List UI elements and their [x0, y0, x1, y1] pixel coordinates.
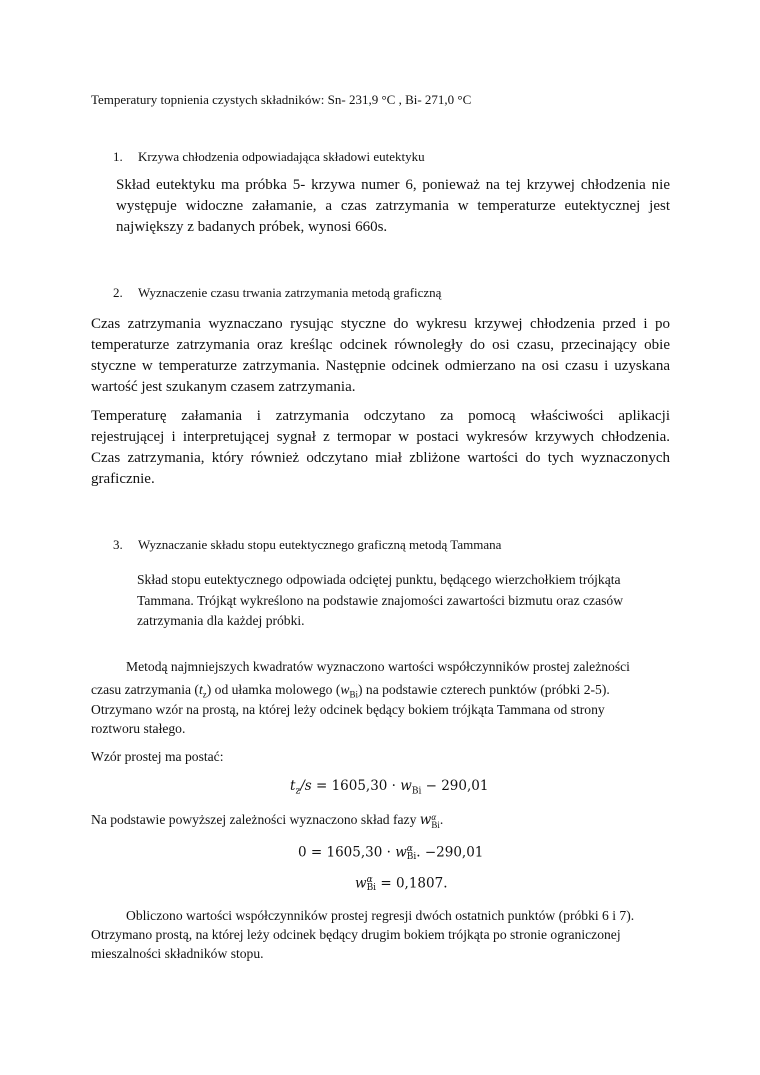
sup-sub [431, 813, 440, 829]
sup-sub [407, 845, 417, 861]
superscript: α [431, 812, 437, 822]
subscript: z [295, 786, 301, 797]
section-number: 2. [113, 285, 123, 300]
text-line: Skład stopu eutektycznego odpowiada odciętej punktu, będącego wierzchołkiem trójkąta [137, 572, 621, 587]
text-line: największy z badanych próbek, wynosi 660s. [116, 219, 388, 235]
subscript: Bi [406, 852, 417, 863]
text-line: Czas zatrzymania wyznaczano rysując styczne do wykresu krzywej chłodzenia przed i po [91, 316, 670, 332]
text-line: występuje widoczne załamanie, a czas zatrzymania w temperaturze eutektycznej jest [116, 198, 670, 214]
text-line: Czas zatrzymania, który również odczytano miał zbliżone wartości do tych wyznaczonych [91, 450, 670, 466]
text-line: temperaturze zatrzymania oraz kreśląc odcinek równoległy do osi czasu, przecinający obie [91, 337, 670, 353]
text: Na podstawie powyższej zależności wyznaczono skład fazy [91, 812, 420, 828]
text-line: mieszalności składników stopu. [91, 946, 264, 961]
text-line: Obliczono wartości współczynników prostej regresji dwóch ostatnich punktów (próbki 6 i 7). [126, 908, 635, 923]
sup-sub [367, 876, 377, 892]
text-line: Tammana. Trójkąt wykreślono na podstawie znajomości zawartości bizmutu oraz czasów [137, 593, 624, 608]
text-line: graficznie. [91, 471, 155, 487]
section-3-heading [113, 537, 502, 552]
melting-temperatures: Temperatury topnienia czystych składników: Sn- 231,9 °C , Bi- 271,0 °C [91, 92, 472, 107]
text-line: zatrzymania dla każdej próbki. [137, 613, 305, 628]
text-line: Temperaturę załamania i zatrzymania odczytano za pomocą właściwości aplikacji [91, 408, 670, 424]
subscript: Bi [366, 883, 377, 894]
symbol-w: w [340, 682, 350, 697]
text: . −290,01 [416, 844, 484, 861]
symbol: w [419, 812, 432, 829]
text: 0 = 1605,30 · [298, 844, 396, 861]
text-line: Skład eutektyku ma próbka 5- krzywa numer 6, ponieważ na tej krzywej chłodzenia nie [116, 177, 670, 193]
text-line: Otrzymano prostą, na której leży odcinek będący drugim bokiem trójkąta po stronie ograniczonej [91, 927, 621, 942]
text-line: Metodą najmniejszych kwadratów wyznaczono wartości współczynników prostej zależności [126, 659, 630, 674]
subscript: Bi [411, 786, 422, 797]
subscript: Bi [431, 820, 440, 831]
text-line: Otrzymano wzór na prostą, na której leży odcinek będący bokiem trójkąta Tammana od strony [91, 702, 605, 717]
symbol: t [290, 778, 296, 794]
superscript: α [406, 844, 413, 854]
symbol: w [355, 875, 367, 892]
text: = 0,1807. [376, 875, 448, 892]
text: − 290,01 [421, 778, 489, 794]
equation-line [298, 845, 483, 861]
section-title: Wyznaczanie składu stopu eutektycznego graficzną metodą Tammana [138, 537, 502, 552]
symbol: w [395, 844, 407, 861]
formula-intro: Wzór prostej ma postać: [91, 749, 224, 764]
equation-line [290, 780, 488, 797]
text: ) od ułamka molowego ( [206, 682, 341, 697]
text-line [91, 683, 610, 700]
subscript: Bi [349, 689, 358, 700]
section-1-heading [113, 149, 425, 164]
text: czasu zatrzymania ( [91, 682, 199, 697]
subscript: z [202, 689, 207, 700]
section-number: 3. [113, 537, 123, 552]
text-line: roztworu stałego. [91, 721, 186, 736]
symbol-t: t [198, 682, 203, 697]
section-number: 1. [113, 149, 123, 164]
phase-text [91, 813, 443, 829]
text: ) na podstawie czterech punktów (próbki 2-5). [357, 682, 610, 697]
superscript: α [366, 875, 373, 885]
text-line: styczne w temperaturze zatrzymania. Następnie odcinek odmierzano na osi czasu i uzyskana [91, 358, 670, 374]
text-line: wartość jest szukanym czasem zatrzymania. [91, 379, 356, 395]
symbol: w [400, 778, 412, 794]
symbol: /s [300, 778, 312, 794]
section-title: Krzywa chłodzenia odpowiadająca składowi eutektyku [138, 149, 425, 164]
text-line: rejestrującej i interpretującej sygnał z termopar w postaci wykresów krzywych chłodzenia. [91, 429, 670, 445]
text: = 1605,30 · [311, 778, 401, 794]
section-2-heading [113, 285, 442, 300]
equation-line [355, 876, 448, 892]
text: . [439, 812, 444, 828]
section-title: Wyznaczenie czasu trwania zatrzymania metodą graficzną [138, 285, 442, 300]
